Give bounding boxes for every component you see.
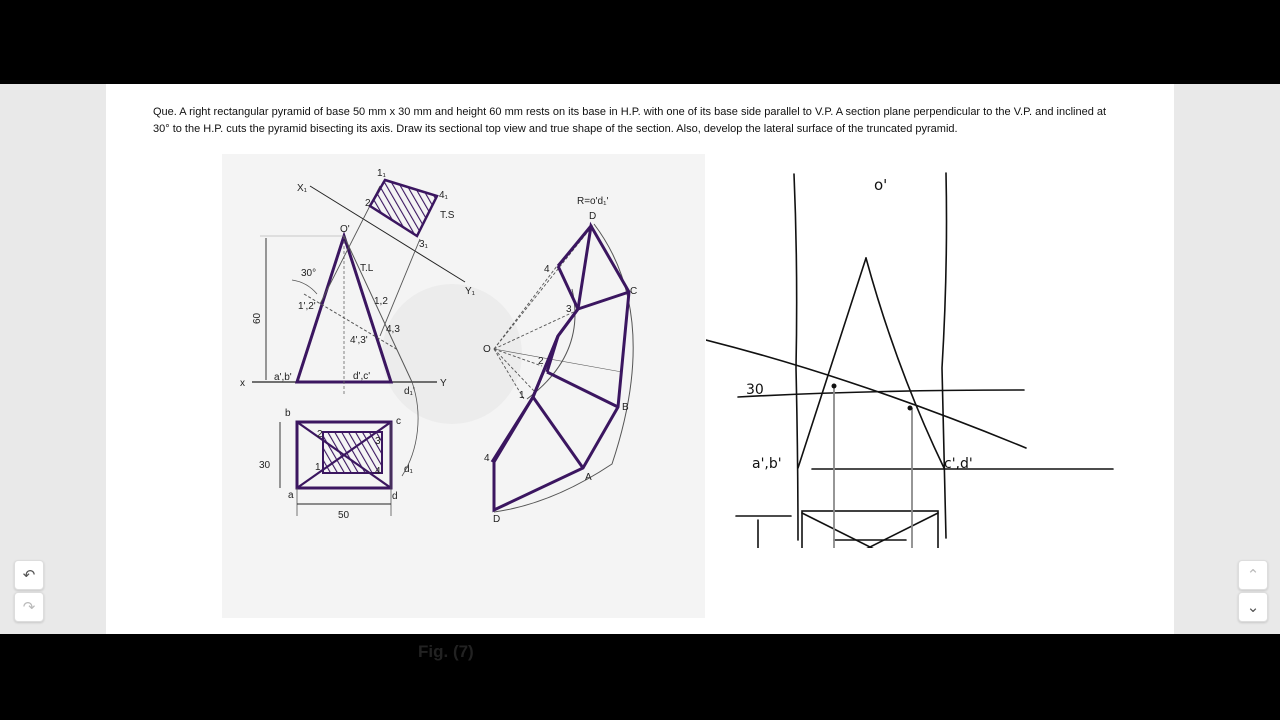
label-true-shape: T.S [440, 210, 455, 221]
chevron-down-icon: ⌄ [1246, 598, 1260, 616]
label-b: b [285, 408, 291, 419]
label-4-top: 4 [375, 466, 381, 477]
label-dev-d-bottom: D [493, 514, 501, 525]
scroll-down-button[interactable] [1238, 592, 1268, 622]
label-a: a [288, 490, 294, 501]
label-4-3-right: 4,3 [386, 324, 400, 335]
label-dev-c: C [630, 286, 638, 297]
viewer-area [0, 84, 1280, 661]
label-ab-front: a',b' [274, 372, 292, 383]
projection-drawing [222, 154, 705, 618]
handwritten-sketch[interactable] [706, 168, 1116, 548]
redo-icon: ↷ [22, 598, 36, 616]
label-d: d [392, 491, 398, 502]
label-length-50: 50 [338, 510, 350, 521]
label-dev-d-top: D [589, 211, 597, 222]
sketch-label-ab: a',b' [752, 456, 782, 472]
label-x1: X₁ [297, 183, 308, 194]
label-c: c [396, 416, 401, 427]
label-angle-30: 30° [301, 268, 317, 279]
sketch-label-angle: 30 [746, 382, 764, 398]
label-width-30: 30 [259, 460, 271, 471]
label-2-top: 2 [317, 429, 323, 440]
label-x: x [240, 378, 245, 389]
sketch-label-apex: o' [874, 176, 888, 194]
chevron-up-icon: ⌃ [1246, 566, 1260, 584]
label-4-3-front: 4',3' [350, 335, 368, 346]
label-4-true-shape: 4₁ [439, 190, 448, 201]
label-d1-front: d₁' [404, 386, 415, 397]
undo-icon: ↶ [22, 566, 36, 584]
label-3-top: 3 [375, 436, 381, 447]
label-dev-4-upper: 4 [544, 264, 550, 275]
redo-button[interactable] [14, 592, 44, 622]
sketch-label-cd: c',d' [944, 456, 973, 472]
label-2-true-shape: 2 [365, 198, 371, 209]
label-dev-a: A [585, 472, 592, 483]
figure-caption: Fig. (7) [418, 642, 474, 661]
label-dev-1: 1 [519, 390, 525, 401]
label-dev-2: 2 [538, 356, 544, 367]
label-1-2-front: 1',2' [298, 301, 316, 312]
label-3-true-shape: 3₁ [419, 239, 428, 250]
textbook-figure [222, 154, 705, 661]
label-1-true-shape: 1₁ [377, 168, 386, 179]
undo-button[interactable] [14, 560, 44, 590]
label-y1: Y₁ [465, 286, 476, 297]
label-dev-4-lower: 4 [484, 453, 490, 464]
label-apex: O' [340, 224, 350, 235]
label-dev-b: B [622, 402, 629, 413]
label-true-length: T.L [360, 263, 374, 274]
document-page [106, 84, 1174, 661]
label-1-top: 1 [315, 462, 321, 473]
scroll-up-button[interactable] [1238, 560, 1268, 590]
label-height-60: 60 [252, 312, 263, 324]
label-1-2-right: 1,2 [374, 296, 388, 307]
label-dev-3: 3 [566, 304, 572, 315]
label-dc-front: d',c' [353, 371, 371, 382]
label-dev-origin: O [483, 344, 491, 355]
label-y: Y [440, 378, 447, 389]
label-radius: R=o'd₁' [577, 196, 609, 207]
label-d1: d₁ [404, 464, 413, 475]
question-text: Que. A right rectangular pyramid of base 50 mm x 30 mm and height 60 mm rests on its base in H.P. with one of its base side parallel to V.P. A section plane perpendicular to the V.P. and inclined at 30° to the H.P. cuts the pyramid bisecting its axis. Draw its sectional top view and true shape of the section. Also, develop the lateral surface of the truncated pyramid. [153, 106, 1107, 135]
